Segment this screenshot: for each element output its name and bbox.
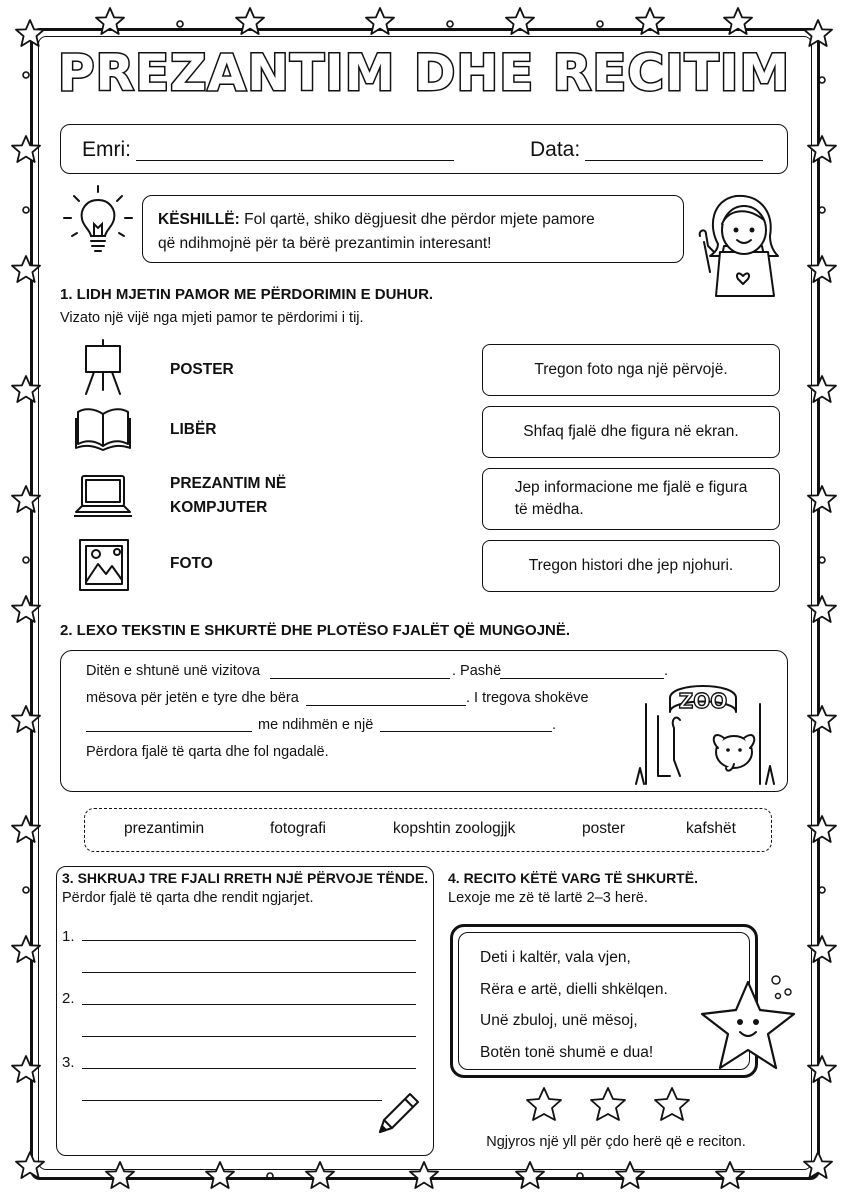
date-field[interactable] — [585, 160, 763, 161]
section1-instruction: Vizato një vijë nga mjeti pamor te përdorimi i tij. — [60, 310, 364, 326]
blank-1[interactable] — [270, 678, 450, 679]
word-bank-item: kafshët — [686, 820, 736, 837]
name-date-box — [60, 124, 788, 174]
blank-5[interactable] — [380, 731, 552, 732]
star-icon[interactable] — [527, 1088, 561, 1120]
poem-text: Deti i kaltër, vala vjen, Rëra e artë, dielli shkëlqen. Unë zbuloj, unë mësoj, Botën tonë shumë e dua! — [480, 949, 668, 1061]
section1-heading: 1. LIDH MJETIN PAMOR ME PËRDORIMIN E DUHUR. — [60, 286, 434, 303]
laptop-icon — [72, 472, 134, 522]
use-box-1[interactable]: Tregon foto nga një përvojë. — [482, 344, 780, 396]
lightbulb-icon — [60, 182, 136, 258]
word-bank-item: fotografi — [270, 820, 327, 837]
starfish-illustration — [698, 972, 804, 1074]
writing-line[interactable] — [82, 1004, 416, 1005]
star-icon[interactable] — [655, 1088, 689, 1120]
writing-line[interactable] — [82, 1100, 382, 1101]
section4-heading: 4. RECITO KËTË VARG TË SHKURTË. — [448, 870, 698, 886]
word-bank-item: poster — [582, 820, 626, 837]
use-box-3[interactable]: Jep informacione me fjalë e figura të mëdha. — [482, 468, 780, 530]
photo-icon — [78, 538, 130, 592]
stars-note: Ngjyros një yll për çdo herë që e reciton. — [486, 1134, 746, 1150]
tool-photo-label: FOTO — [170, 555, 213, 572]
name-field[interactable] — [136, 160, 454, 161]
tool-computer-label: PREZANTIM NË KOMPJUTER — [170, 475, 287, 516]
date-label: Data: — [530, 138, 581, 161]
tool-poster-label: POSTER — [170, 361, 234, 378]
page-title: PREZANTIM DHE RECITIM — [57, 44, 791, 102]
zoo-sign-text: ZOO — [678, 689, 728, 713]
use-box-2[interactable]: Shfaq fjalë dhe figura në ekran. — [482, 406, 780, 458]
writing-line[interactable] — [82, 1068, 416, 1069]
tip-text: KËSHILLË: Fol qartë, shiko dëgjuesit dhe përdor mjete pamore që ndihmojnë për ta bërë prezantimin interesant! — [158, 211, 595, 252]
pencil-icon — [372, 1090, 422, 1140]
recitation-stars — [520, 1084, 700, 1128]
writing-line[interactable] — [82, 1036, 416, 1037]
tip-label: KËSHILLË: — [158, 211, 240, 228]
writing-line[interactable] — [82, 940, 416, 941]
section3-instruction: Përdor fjalë të qarta dhe rendit ngjarjet. — [62, 890, 314, 906]
tool-book-label: LIBËR — [170, 421, 217, 438]
star-icon[interactable] — [591, 1088, 625, 1120]
word-bank-item: prezantimin — [124, 820, 205, 837]
blank-3[interactable] — [306, 705, 466, 706]
book-icon — [74, 404, 132, 452]
girl-illustration — [690, 186, 790, 298]
section3-heading: 3. SHKRUAJ TRE FJALI RRETH NJË PËRVOJE TËNDE. — [62, 870, 429, 886]
name-label: Emri: — [82, 138, 131, 161]
section2-heading: 2. LEXO TEKSTIN E SHKURTË DHE PLOTËSO FJALËT QË MUNGOJNË. — [60, 622, 571, 639]
writing-line[interactable] — [82, 972, 416, 973]
easel-icon — [80, 338, 126, 396]
use-box-4[interactable]: Tregon histori dhe jep njohuri. — [482, 540, 780, 592]
section4-instruction: Lexoje me zë të lartë 2–3 herë. — [448, 890, 648, 906]
zoo-gate-illustration — [630, 668, 778, 788]
blank-4[interactable] — [86, 731, 252, 732]
word-bank-item: kopshtin zoologjjk — [393, 820, 516, 837]
